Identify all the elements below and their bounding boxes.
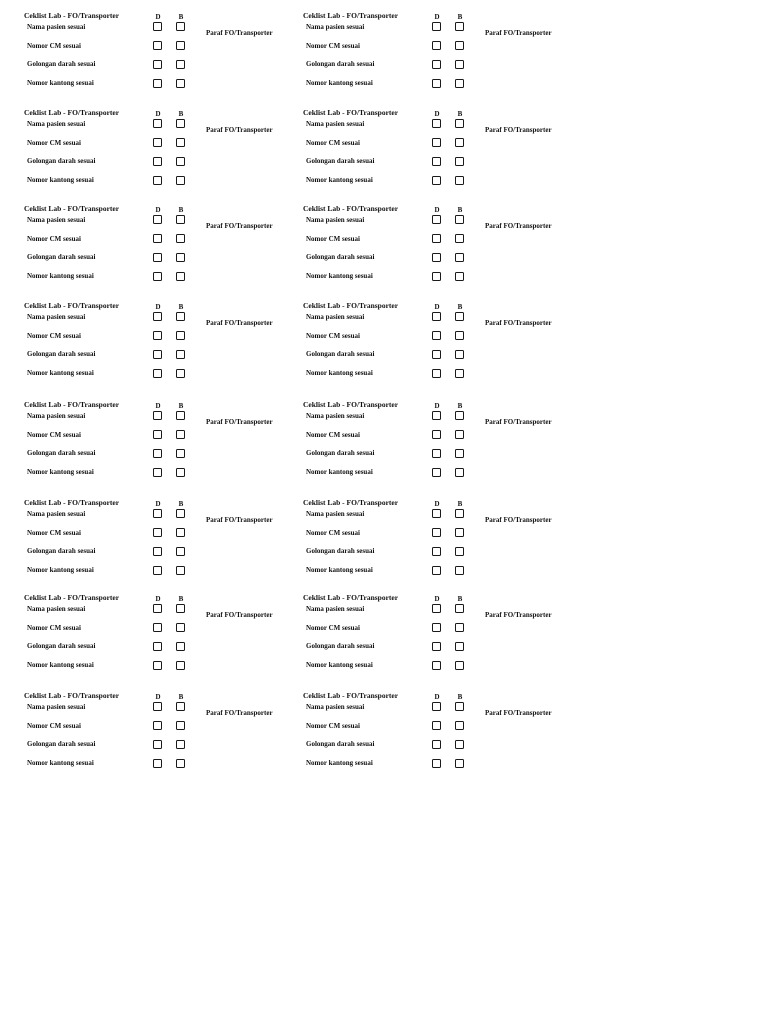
checkbox-d[interactable]	[153, 272, 162, 281]
checkbox-b[interactable]	[455, 60, 464, 69]
checkbox-d[interactable]	[432, 41, 441, 50]
checklist-title: Ceklist Lab - FO/Transporter	[303, 204, 399, 213]
checkbox-b[interactable]	[455, 411, 464, 420]
checkbox-d[interactable]	[432, 22, 441, 31]
checkbox-b[interactable]	[176, 661, 185, 670]
checkbox-b[interactable]	[455, 740, 464, 749]
checklist-card	[24, 108, 294, 192]
checkbox-d[interactable]	[153, 468, 162, 477]
checkbox-d[interactable]	[432, 176, 441, 185]
checkbox-d[interactable]	[432, 234, 441, 243]
checkbox-d[interactable]	[432, 759, 441, 768]
checklist-item-label: Nama pasien sesuai	[27, 703, 86, 711]
checkbox-d[interactable]	[153, 253, 162, 262]
checkbox-b[interactable]	[176, 509, 185, 518]
signature-label: Paraf FO/Transporter	[206, 319, 273, 327]
checkbox-b[interactable]	[176, 566, 185, 575]
checkbox-d[interactable]	[153, 22, 162, 31]
checklist-item-label: Nomor kantong sesuai	[27, 369, 94, 377]
checkbox-d[interactable]	[153, 642, 162, 651]
signature-label: Paraf FO/Transporter	[206, 126, 273, 134]
checkbox-d[interactable]	[432, 566, 441, 575]
checklist-item-label: Nama pasien sesuai	[27, 605, 86, 613]
column-header-d: D	[434, 303, 440, 311]
checklist-card	[303, 498, 573, 582]
checkbox-b[interactable]	[455, 119, 464, 128]
checkbox-d[interactable]	[153, 449, 162, 458]
checklist-item-label: Nomor kantong sesuai	[27, 759, 94, 767]
checkbox-d[interactable]	[153, 528, 162, 537]
checkbox-d[interactable]	[432, 157, 441, 166]
checkbox-d[interactable]	[153, 661, 162, 670]
column-header-b: B	[457, 110, 463, 118]
checkbox-b[interactable]	[455, 468, 464, 477]
checklist-item-label: Nomor CM sesuai	[306, 332, 360, 340]
checklist-item-label: Golongan darah sesuai	[27, 157, 96, 165]
checkbox-b[interactable]	[455, 604, 464, 613]
checklist-title: Ceklist Lab - FO/Transporter	[24, 108, 120, 117]
checkbox-d[interactable]	[153, 350, 162, 359]
checkbox-d[interactable]	[153, 759, 162, 768]
checklist-item-label: Nama pasien sesuai	[27, 412, 86, 420]
checkbox-b[interactable]	[455, 721, 464, 730]
checkbox-d[interactable]	[153, 623, 162, 632]
checkbox-b[interactable]	[176, 272, 185, 281]
checklist-title: Ceklist Lab - FO/Transporter	[303, 593, 399, 602]
column-header-d: D	[434, 206, 440, 214]
signature-label: Paraf FO/Transporter	[485, 222, 552, 230]
checklist-title: Ceklist Lab - FO/Transporter	[24, 593, 120, 602]
checkbox-b[interactable]	[176, 176, 185, 185]
checkbox-d[interactable]	[153, 60, 162, 69]
checkbox-d[interactable]	[153, 138, 162, 147]
checklist-card	[303, 204, 573, 288]
checklist-item-label: Nama pasien sesuai	[306, 313, 365, 321]
checklist-card	[24, 301, 294, 385]
checkbox-d[interactable]	[432, 350, 441, 359]
checkbox-d[interactable]	[432, 312, 441, 321]
column-header-b: B	[178, 13, 184, 21]
checkbox-b[interactable]	[176, 702, 185, 711]
checklist-item-label: Nama pasien sesuai	[306, 412, 365, 420]
column-header-d: D	[434, 402, 440, 410]
checkbox-b[interactable]	[455, 215, 464, 224]
signature-label: Paraf FO/Transporter	[206, 29, 273, 37]
checklist-item-label: Nomor CM sesuai	[306, 235, 360, 243]
checkbox-b[interactable]	[176, 623, 185, 632]
checklist-title: Ceklist Lab - FO/Transporter	[303, 11, 399, 20]
column-header-d: D	[155, 500, 161, 508]
checkbox-b[interactable]	[176, 411, 185, 420]
checkbox-b[interactable]	[455, 661, 464, 670]
checkbox-d[interactable]	[153, 721, 162, 730]
checklist-title: Ceklist Lab - FO/Transporter	[303, 108, 399, 117]
checklist-item-label: Nomor CM sesuai	[27, 332, 81, 340]
checklist-item-label: Golongan darah sesuai	[306, 642, 375, 650]
checkbox-b[interactable]	[176, 369, 185, 378]
checklist-item-label: Golongan darah sesuai	[306, 253, 375, 261]
signature-label: Paraf FO/Transporter	[206, 709, 273, 717]
checkbox-b[interactable]	[176, 60, 185, 69]
checklist-item-label: Golongan darah sesuai	[306, 449, 375, 457]
checklist-item-label: Nomor CM sesuai	[306, 139, 360, 147]
checklist-item-label: Nama pasien sesuai	[306, 120, 365, 128]
checkbox-d[interactable]	[432, 740, 441, 749]
checkbox-d[interactable]	[153, 411, 162, 420]
checkbox-b[interactable]	[455, 509, 464, 518]
checklist-item-label: Nomor kantong sesuai	[27, 661, 94, 669]
checkbox-d[interactable]	[432, 509, 441, 518]
checklist-card	[303, 11, 573, 95]
checkbox-d[interactable]	[153, 566, 162, 575]
checkbox-d[interactable]	[153, 215, 162, 224]
column-header-b: B	[178, 693, 184, 701]
column-header-b: B	[178, 500, 184, 508]
checkbox-d[interactable]	[432, 547, 441, 556]
checkbox-b[interactable]	[176, 215, 185, 224]
checkbox-b[interactable]	[176, 79, 185, 88]
column-header-b: B	[178, 206, 184, 214]
checklist-card	[303, 301, 573, 385]
checklist-item-label: Nomor CM sesuai	[27, 722, 81, 730]
checkbox-b[interactable]	[176, 312, 185, 321]
column-header-d: D	[155, 402, 161, 410]
checkbox-d[interactable]	[153, 604, 162, 613]
checklist-item-label: Golongan darah sesuai	[306, 740, 375, 748]
checkbox-b[interactable]	[176, 721, 185, 730]
checklist-card	[24, 498, 294, 582]
column-header-b: B	[457, 693, 463, 701]
checkbox-b[interactable]	[455, 22, 464, 31]
checkbox-d[interactable]	[432, 449, 441, 458]
checklist-item-label: Nomor CM sesuai	[27, 529, 81, 537]
column-header-d: D	[434, 595, 440, 603]
checklist-title: Ceklist Lab - FO/Transporter	[24, 691, 120, 700]
checkbox-b[interactable]	[176, 547, 185, 556]
checkbox-b[interactable]	[176, 642, 185, 651]
checkbox-b[interactable]	[176, 22, 185, 31]
checklist-item-label: Nama pasien sesuai	[306, 703, 365, 711]
checklist-item-label: Nama pasien sesuai	[306, 605, 365, 613]
checklist-item-label: Golongan darah sesuai	[27, 350, 96, 358]
checkbox-d[interactable]	[432, 623, 441, 632]
checkbox-d[interactable]	[432, 369, 441, 378]
checklist-card	[24, 400, 294, 484]
checklist-title: Ceklist Lab - FO/Transporter	[303, 301, 399, 310]
column-header-d: D	[434, 693, 440, 701]
signature-label: Paraf FO/Transporter	[485, 516, 552, 524]
checkbox-b[interactable]	[176, 430, 185, 439]
checklist-item-label: Golongan darah sesuai	[27, 642, 96, 650]
checklist-item-label: Nomor kantong sesuai	[306, 468, 373, 476]
checklist-item-label: Nomor CM sesuai	[27, 139, 81, 147]
column-header-d: D	[155, 303, 161, 311]
column-header-b: B	[457, 303, 463, 311]
checkbox-b[interactable]	[455, 449, 464, 458]
checklist-title: Ceklist Lab - FO/Transporter	[24, 301, 120, 310]
checkbox-b[interactable]	[176, 740, 185, 749]
checklist-item-label: Nomor CM sesuai	[306, 431, 360, 439]
checkbox-d[interactable]	[432, 253, 441, 262]
checklist-item-label: Nomor CM sesuai	[27, 431, 81, 439]
checklist-item-label: Nomor CM sesuai	[306, 529, 360, 537]
checkbox-b[interactable]	[176, 468, 185, 477]
checklist-item-label: Nomor kantong sesuai	[306, 566, 373, 574]
checkbox-d[interactable]	[432, 331, 441, 340]
column-header-b: B	[457, 595, 463, 603]
checklist-item-label: Nomor CM sesuai	[27, 235, 81, 243]
checklist-card	[303, 593, 573, 677]
checklist-item-label: Nomor CM sesuai	[27, 624, 81, 632]
checkbox-d[interactable]	[153, 79, 162, 88]
checkbox-d[interactable]	[153, 331, 162, 340]
checklist-title: Ceklist Lab - FO/Transporter	[303, 691, 399, 700]
checklist-item-label: Nomor kantong sesuai	[27, 468, 94, 476]
column-header-b: B	[178, 303, 184, 311]
checkbox-d[interactable]	[432, 661, 441, 670]
checkbox-d[interactable]	[153, 234, 162, 243]
checklist-item-label: Nama pasien sesuai	[27, 313, 86, 321]
checkbox-b[interactable]	[176, 119, 185, 128]
checklist-item-label: Nomor kantong sesuai	[306, 79, 373, 87]
checkbox-b[interactable]	[455, 642, 464, 651]
checkbox-b[interactable]	[176, 138, 185, 147]
checklist-item-label: Nomor CM sesuai	[27, 42, 81, 50]
checklist-card	[303, 691, 573, 775]
checklist-item-label: Nomor CM sesuai	[306, 722, 360, 730]
checklist-item-label: Nomor kantong sesuai	[306, 272, 373, 280]
checkbox-b[interactable]	[176, 157, 185, 166]
checklist-item-label: Nomor kantong sesuai	[306, 759, 373, 767]
checklist-item-label: Nomor kantong sesuai	[27, 176, 94, 184]
checkbox-d[interactable]	[153, 430, 162, 439]
checklist-item-label: Nomor CM sesuai	[306, 42, 360, 50]
checklist-card	[24, 593, 294, 677]
checkbox-b[interactable]	[455, 350, 464, 359]
column-header-b: B	[178, 402, 184, 410]
checklist-card	[24, 691, 294, 775]
checkbox-b[interactable]	[455, 547, 464, 556]
checklist-title: Ceklist Lab - FO/Transporter	[24, 11, 120, 20]
checklist-item-label: Nama pasien sesuai	[27, 23, 86, 31]
checklist-item-label: Nama pasien sesuai	[306, 216, 365, 224]
checkbox-d[interactable]	[153, 312, 162, 321]
checkbox-b[interactable]	[455, 623, 464, 632]
checklist-item-label: Nomor kantong sesuai	[306, 176, 373, 184]
checkbox-d[interactable]	[153, 119, 162, 128]
checkbox-b[interactable]	[455, 369, 464, 378]
checkbox-d[interactable]	[153, 702, 162, 711]
checkbox-b[interactable]	[176, 41, 185, 50]
checkbox-b[interactable]	[455, 430, 464, 439]
checklist-item-label: Golongan darah sesuai	[27, 253, 96, 261]
checkbox-d[interactable]	[432, 642, 441, 651]
checklist-item-label: Golongan darah sesuai	[27, 449, 96, 457]
checkbox-b[interactable]	[455, 566, 464, 575]
signature-label: Paraf FO/Transporter	[485, 319, 552, 327]
signature-label: Paraf FO/Transporter	[206, 418, 273, 426]
checklist-item-label: Nomor kantong sesuai	[306, 661, 373, 669]
signature-label: Paraf FO/Transporter	[485, 418, 552, 426]
checklist-item-label: Nomor kantong sesuai	[27, 566, 94, 574]
checkbox-d[interactable]	[432, 138, 441, 147]
checkbox-b[interactable]	[176, 350, 185, 359]
checkbox-b[interactable]	[176, 331, 185, 340]
checkbox-b[interactable]	[455, 528, 464, 537]
checklist-title: Ceklist Lab - FO/Transporter	[303, 498, 399, 507]
checkbox-d[interactable]	[153, 740, 162, 749]
checklist-item-label: Golongan darah sesuai	[306, 60, 375, 68]
checklist-item-label: Nama pasien sesuai	[27, 120, 86, 128]
checklist-title: Ceklist Lab - FO/Transporter	[24, 204, 120, 213]
checklist-card	[24, 11, 294, 95]
column-header-b: B	[457, 206, 463, 214]
checkbox-b[interactable]	[455, 331, 464, 340]
column-header-d: D	[434, 500, 440, 508]
checkbox-d[interactable]	[432, 702, 441, 711]
checkbox-d[interactable]	[432, 79, 441, 88]
checklist-item-label: Nama pasien sesuai	[306, 23, 365, 31]
checklist-item-label: Nama pasien sesuai	[27, 216, 86, 224]
signature-label: Paraf FO/Transporter	[206, 516, 273, 524]
column-header-d: D	[155, 206, 161, 214]
checklist-item-label: Nomor kantong sesuai	[27, 79, 94, 87]
checklist-item-label: Nomor kantong sesuai	[306, 369, 373, 377]
checklist-item-label: Nomor CM sesuai	[306, 624, 360, 632]
checkbox-d[interactable]	[432, 721, 441, 730]
checkbox-d[interactable]	[153, 369, 162, 378]
column-header-b: B	[457, 500, 463, 508]
checkbox-b[interactable]	[176, 253, 185, 262]
checklist-item-label: Golongan darah sesuai	[306, 350, 375, 358]
column-header-b: B	[178, 110, 184, 118]
checklist-item-label: Golongan darah sesuai	[27, 60, 96, 68]
checkbox-b[interactable]	[455, 312, 464, 321]
checklist-item-label: Golongan darah sesuai	[27, 547, 96, 555]
checklist-item-label: Golongan darah sesuai	[306, 157, 375, 165]
checkbox-d[interactable]	[432, 528, 441, 537]
column-header-d: D	[434, 13, 440, 21]
checkbox-d[interactable]	[153, 157, 162, 166]
checklist-title: Ceklist Lab - FO/Transporter	[24, 400, 120, 409]
column-header-b: B	[457, 402, 463, 410]
checklist-card	[303, 400, 573, 484]
checkbox-d[interactable]	[153, 176, 162, 185]
checkbox-d[interactable]	[153, 41, 162, 50]
signature-label: Paraf FO/Transporter	[485, 611, 552, 619]
checkbox-d[interactable]	[432, 215, 441, 224]
checklist-title: Ceklist Lab - FO/Transporter	[24, 498, 120, 507]
checkbox-d[interactable]	[432, 119, 441, 128]
checkbox-d[interactable]	[432, 430, 441, 439]
checkbox-d[interactable]	[432, 60, 441, 69]
checklist-item-label: Nomor kantong sesuai	[27, 272, 94, 280]
signature-label: Paraf FO/Transporter	[206, 222, 273, 230]
checklist-title: Ceklist Lab - FO/Transporter	[303, 400, 399, 409]
column-header-d: D	[155, 595, 161, 603]
checkbox-d[interactable]	[432, 411, 441, 420]
checkbox-b[interactable]	[455, 272, 464, 281]
column-header-d: D	[155, 110, 161, 118]
checkbox-b[interactable]	[455, 79, 464, 88]
checkbox-b[interactable]	[455, 702, 464, 711]
checkbox-b[interactable]	[455, 41, 464, 50]
checkbox-b[interactable]	[176, 604, 185, 613]
checklist-card	[24, 204, 294, 288]
column-header-d: D	[434, 110, 440, 118]
checklist-item-label: Nama pasien sesuai	[27, 510, 86, 518]
checklist-item-label: Golongan darah sesuai	[306, 547, 375, 555]
column-header-d: D	[155, 693, 161, 701]
column-header-b: B	[457, 13, 463, 21]
checkbox-b[interactable]	[455, 138, 464, 147]
signature-label: Paraf FO/Transporter	[485, 29, 552, 37]
checkbox-b[interactable]	[176, 449, 185, 458]
signature-label: Paraf FO/Transporter	[485, 126, 552, 134]
column-header-d: D	[155, 13, 161, 21]
checkbox-b[interactable]	[455, 253, 464, 262]
signature-label: Paraf FO/Transporter	[206, 611, 273, 619]
checkbox-d[interactable]	[153, 547, 162, 556]
checkbox-b[interactable]	[176, 234, 185, 243]
checkbox-b[interactable]	[455, 234, 464, 243]
checkbox-d[interactable]	[432, 604, 441, 613]
signature-label: Paraf FO/Transporter	[485, 709, 552, 717]
checkbox-b[interactable]	[176, 528, 185, 537]
checkbox-b[interactable]	[455, 157, 464, 166]
checkbox-b[interactable]	[455, 176, 464, 185]
checkbox-b[interactable]	[455, 759, 464, 768]
checklist-card	[303, 108, 573, 192]
checkbox-b[interactable]	[176, 759, 185, 768]
checkbox-d[interactable]	[432, 468, 441, 477]
checklist-item-label: Golongan darah sesuai	[27, 740, 96, 748]
checkbox-d[interactable]	[432, 272, 441, 281]
checklist-item-label: Nama pasien sesuai	[306, 510, 365, 518]
column-header-b: B	[178, 595, 184, 603]
checkbox-d[interactable]	[153, 509, 162, 518]
